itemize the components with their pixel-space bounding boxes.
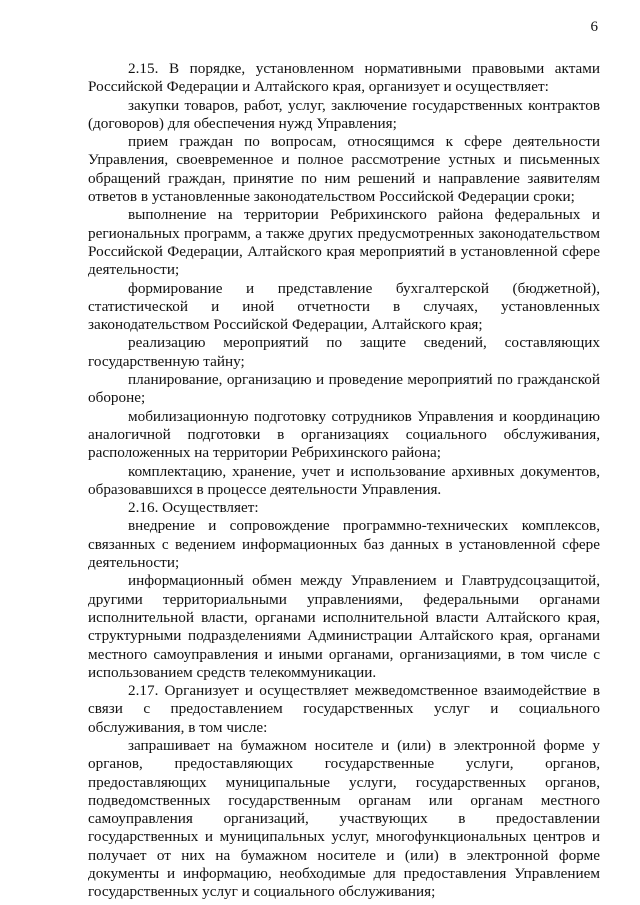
paragraph-software: внедрение и сопровождение программно-технических комплексов, связанных с ведением информационных баз данных в установленной сфере деятельности; (88, 517, 600, 572)
document-body (88, 60, 600, 902)
paragraph-reporting: формирование и представление бухгалтерской (бюджетной), статистической и иной отчетности в случаях, установленных законодательством Российской Федерации, Алтайского края; (88, 279, 600, 334)
paragraph-2-17: 2.17. Организует и осуществляет межведомственное взаимодействие в связи с предоставлением государственных услуг и социального обслуживания, в том числе: (88, 682, 600, 736)
page-number: 6 (590, 19, 598, 35)
paragraph-info-exchange: информационный обмен между Управлением и Главтрудсоцзащитой, другими территориальными управлениями, федеральными органами исполнительной власти, органами исполнительной власти Алтайского края, структурными подразделениями Администрации Алтайского края, органами местного самоуправления и иными органами, организациями, в том числе с использованием средств телекоммуникации. (88, 572, 600, 681)
paragraph-civil-defense: планирование, организацию и проведение мероприятий по гражданской обороне; (88, 371, 600, 407)
paragraph-mobilization: мобилизационную подготовку сотрудников Управления и координацию аналогичной подготовки в организациях социального обслуживания, расположенных на территории Ребрихинского района; (88, 407, 600, 462)
paragraph-procurement: закупки товаров, работ, услуг, заключение государственных контрактов (договоров) для обеспечения нужд Управления; (88, 96, 600, 132)
paragraph-archives: комплектацию, хранение, учет и использование архивных документов, образовавшихся в процессе деятельности Управления. (88, 462, 600, 498)
paragraph-requests: запрашивает на бумажном носителе и (или) в электронной форме у органов, предоставляющих государственные услуги, органов, предоставляющих муниципальные услуги, государственных органов, подведомственных государственным органам или органам местного самоуправления организаций, участвующих в предоставлении государственных и муниципальных услуг, многофункциональных центров и получает от них на бумажном носителе и (или) в электронной форме документы и информацию, необходимые для предоставления Управлением государственных услуг и социального обслуживания; (88, 736, 600, 901)
paragraph-2-15: 2.15. В порядке, установленном нормативными правовыми актами Российской Федерации и Алтайского края, организует и осуществляет: (88, 60, 600, 96)
paragraph-state-secret: реализацию мероприятий по защите сведений, составляющих государственную тайну; (88, 334, 600, 370)
paragraph-programs: выполнение на территории Ребрихинского района федеральных и региональных программ, а также других предусмотренных законодательством Российской Федерации, Алтайского края мероприятий в установленной сфере деятельности; (88, 206, 600, 279)
paragraph-citizen-reception: прием граждан по вопросам, относящимся к сфере деятельности Управления, своевременное и полное рассмотрение устных и письменных обращений граждан, принятие по ним решений и направление заявителям ответов в установленные законодательством Российской Федерации сроки; (88, 133, 600, 206)
paragraph-2-16: 2.16. Осуществляет: (128, 499, 259, 517)
